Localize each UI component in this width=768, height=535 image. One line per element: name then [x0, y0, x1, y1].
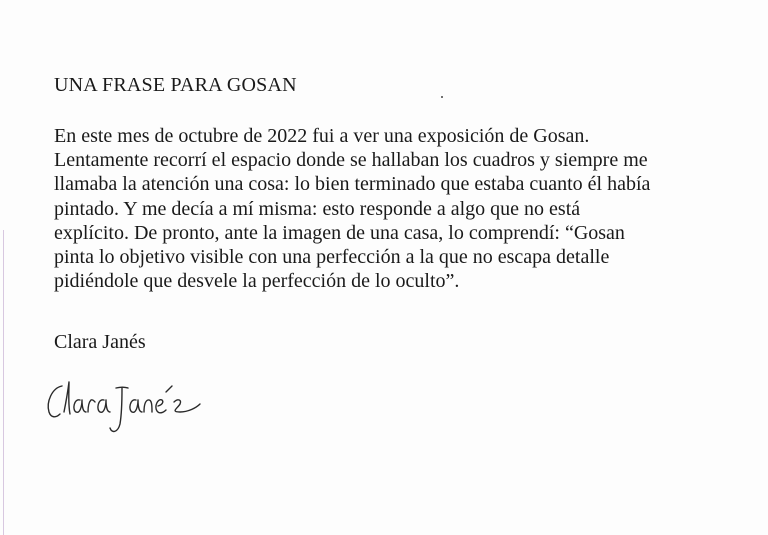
scan-speck [441, 96, 443, 98]
body-line: llamaba la atención una cosa: lo bien terminado que estaba cuanto él había [54, 173, 651, 196]
body-paragraph [54, 124, 754, 293]
author-name: Clara Janés [54, 331, 146, 353]
scan-edge-line [3, 230, 4, 535]
document-title: UNA FRASE PARA GOSAN [54, 74, 297, 96]
body-line: Lentamente recorrí el espacio donde se hallaban los cuadros y siempre me [54, 149, 648, 172]
body-line: En este mes de octubre de 2022 fui a ver una exposición de Gosan. [54, 125, 590, 147]
handwritten-signature [40, 368, 215, 440]
body-line: pidiéndole que desvele la perfección de lo oculto”. [54, 270, 460, 293]
body-line: pinta lo objetivo visible con una perfección a la que no escapa detalle [54, 246, 610, 269]
body-line: pintado. Y me decía a mí misma: esto responde a algo que no está [54, 197, 581, 220]
body-line: explícito. De pronto, ante la imagen de una casa, lo comprendí: “Gosan [54, 221, 625, 244]
